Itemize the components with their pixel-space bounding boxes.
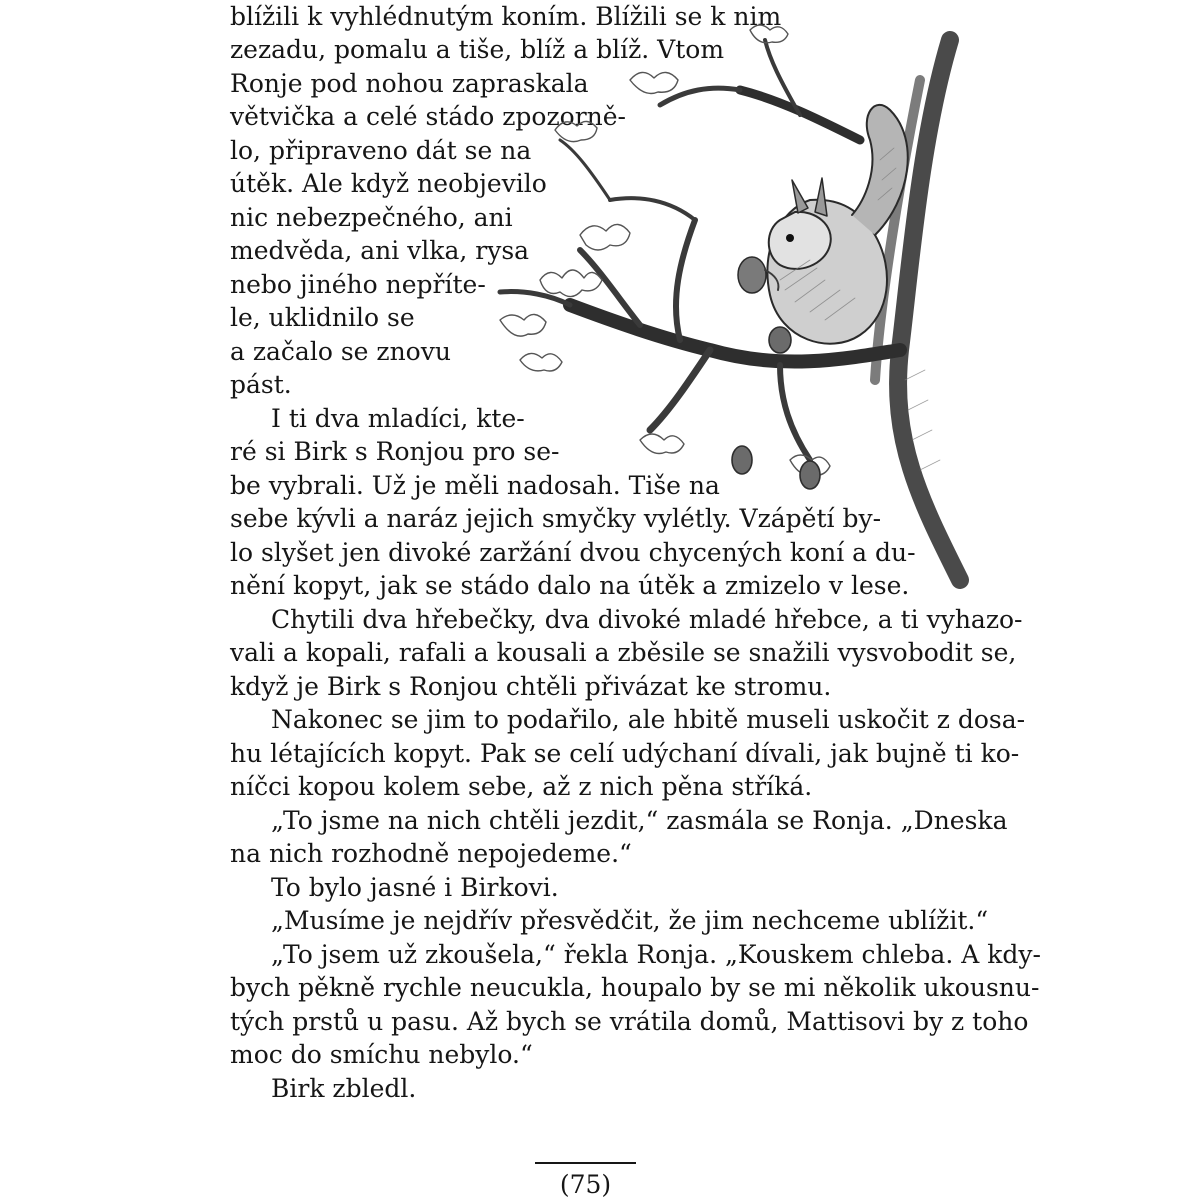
- text-line: zezadu, pomalu a tiše, blíž a blíž. Vtom: [230, 35, 725, 64]
- page-number: (75): [559, 1170, 612, 1199]
- text-line: medvěda, ani vlka, rysa: [230, 236, 530, 265]
- text-line: pást.: [230, 370, 292, 399]
- text-line: le, uklidnilo se: [230, 303, 415, 332]
- text-line: blížili k vyhlédnutým koním. Blížili se k nim: [230, 2, 782, 31]
- text-line: hu létajících kopyt. Pak se celí udýchaní dívali, jak bujně ti ko-: [230, 739, 1020, 768]
- text-line: bych pěkně rychle neucukla, houpalo by se mi několik ukousnu-: [230, 973, 1040, 1002]
- text-line: Birk zbledl.: [271, 1074, 417, 1103]
- text-line: sebe kývli a naráz jejich smyčky vylétly. Vzápětí by-: [230, 504, 882, 533]
- text-line: vali a kopali, rafali a kousali a zběsile se snažili vysvobodit se,: [230, 638, 1017, 667]
- text-line: „To jsem už zkoušela,“ řekla Ronja. „Kouskem chleba. A kdy-: [271, 940, 1041, 969]
- text-line: útěk. Ale když neobjevilo: [230, 169, 547, 198]
- text-line: nebo jiného nepříte-: [230, 270, 486, 299]
- text-line: nění kopyt, jak se stádo dalo na útěk a zmizelo v lese.: [230, 571, 910, 600]
- text-line: moc do smíchu nebylo.“: [230, 1040, 533, 1069]
- text-line: lo, připraveno dát se na: [230, 136, 532, 165]
- text-line: Chytili dva hřebečky, dva divoké mladé hřebce, a ti vyhazo-: [271, 605, 1023, 634]
- text-line: „Musíme je nejdřív přesvědčit, že jim nechceme ublížit.“: [271, 906, 989, 935]
- text-line: když je Birk s Ronjou chtěli přivázat ke stromu.: [230, 672, 832, 701]
- text-line: tých prstů u pasu. Až bych se vrátila domů, Mattisovi by z toho: [230, 1007, 1029, 1036]
- text-line: níčci kopou kolem sebe, až z nich pěna stříká.: [230, 772, 813, 801]
- text-line: Nakonec se jim to podařilo, ale hbitě museli uskočit z dosa-: [271, 705, 1026, 734]
- text-line: lo slyšet jen divoké zaržání dvou chycených koní a du-: [230, 538, 916, 567]
- text-line: I ti dva mladíci, kte-: [271, 404, 525, 433]
- text-line: nic nebezpečného, ani: [230, 203, 513, 232]
- text-line: a začalo se znovu: [230, 337, 451, 366]
- text-line: „To jsme na nich chtěli jezdit,“ zasmála se Ronja. „Dneska: [271, 806, 1008, 835]
- text-line: ré si Birk s Ronjou pro se-: [230, 437, 560, 466]
- text-line: na nich rozhodně nepojedeme.“: [230, 839, 632, 868]
- text-line: To bylo jasné i Birkovi.: [271, 873, 559, 902]
- text-line: Ronje pod nohou zapraskala: [230, 69, 589, 98]
- footer-rule: [535, 1162, 636, 1164]
- text-line: be vybrali. Už je měli nadosah. Tiše na: [230, 471, 720, 500]
- squirrel-illustration: [480, 20, 980, 600]
- text-line: větvička a celé stádo zpozorně-: [230, 102, 626, 131]
